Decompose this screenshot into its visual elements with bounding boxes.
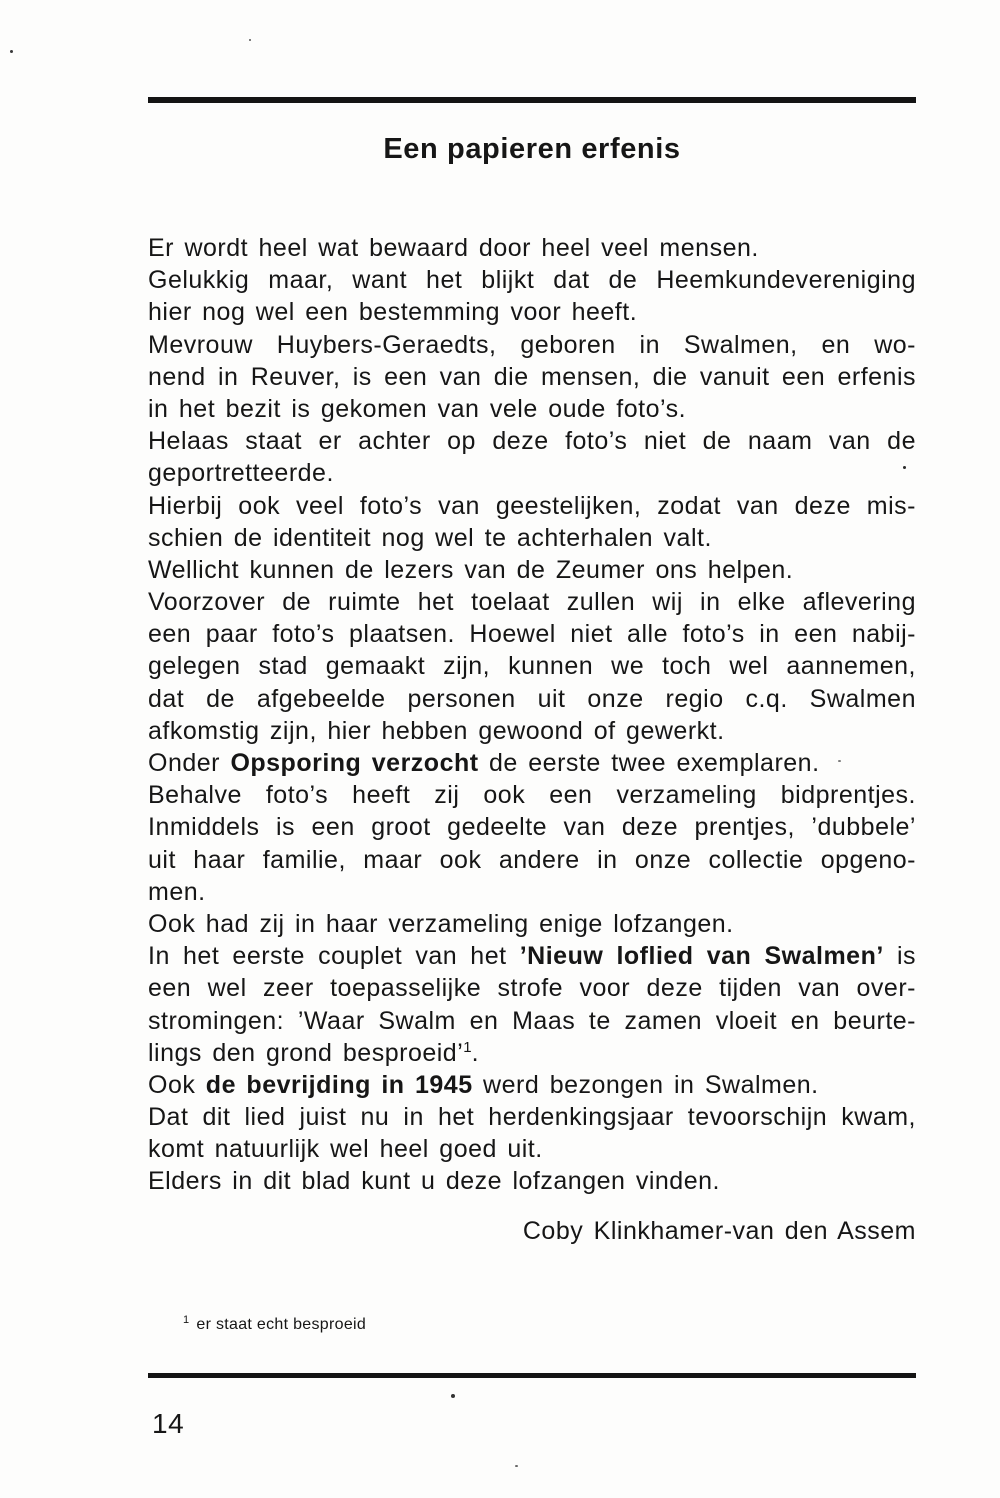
bottom-rule <box>148 1373 916 1378</box>
body-segment: Ook <box>148 1070 206 1099</box>
scan-speck <box>10 50 13 53</box>
scan-speck <box>515 1465 518 1467</box>
body-text <box>148 232 916 1198</box>
body-line <box>148 650 916 682</box>
body-line <box>148 393 916 425</box>
body-segment: dat de afgebeelde personen uit onze regio c.q. Swalmen <box>148 684 916 713</box>
body-line <box>148 618 916 650</box>
body-line <box>148 940 916 972</box>
body-line <box>148 1005 916 1037</box>
body-segment: ’Nieuw loflied van Swalmen’ <box>519 942 884 971</box>
body-segment: de bevrijding in 1945 <box>205 1070 473 1099</box>
body-segment: Opsporing verzocht <box>230 749 479 777</box>
body-segment: nend in Reuver, is een van die mensen, die vanuit een erfenis <box>148 362 916 391</box>
body-segment: stromingen: ’Waar Swalm en Maas te zamen vloeit en beurte- <box>148 1006 916 1035</box>
body-line <box>148 876 916 908</box>
body-segment: Helaas staat er achter op deze foto’s niet de naam van de <box>148 427 916 456</box>
page-number: 14 <box>152 1408 185 1439</box>
body-segment: Onder <box>148 749 231 777</box>
body-segment: gelegen stad gemaakt zijn, kunnen we toch wel aannemen, <box>148 652 916 681</box>
body-line <box>148 1101 916 1133</box>
scan-speck <box>451 1394 455 1398</box>
body-segment: schien de identiteit nog wel te achterhalen valt. <box>148 523 712 552</box>
body-segment: Mevrouw Huybers-Geraedts, geboren in Swalmen, en wo- <box>148 330 916 359</box>
body-segment: In het eerste couplet van het <box>148 942 520 971</box>
body-segment: lings den grond besproeid’ <box>148 1038 464 1067</box>
body-line <box>148 747 916 779</box>
body-segment: Dat dit lied juist nu in het herdenkingsjaar tevoorschijn kwam, <box>148 1103 916 1132</box>
body-segment: men. <box>148 877 206 906</box>
footnote <box>183 1316 366 1334</box>
body-segment: de eerste twee exemplaren. <box>478 749 820 777</box>
body-segment: Elders in dit blad kunt u deze lofzangen vinden. <box>148 1167 720 1196</box>
body-line <box>148 844 916 876</box>
body-line <box>148 457 916 489</box>
scan-speck <box>249 39 251 41</box>
body-line <box>148 425 916 457</box>
body-segment: Ook had zij in haar verzameling enige lofzangen. <box>148 909 734 938</box>
body-line <box>148 1133 916 1165</box>
body-segment: Hierbij ook veel foto’s van geestelijken, zodat van deze mis- <box>148 491 916 520</box>
body-line <box>148 554 916 586</box>
body-line <box>148 361 916 393</box>
body-line <box>148 715 916 747</box>
body-line <box>148 811 916 843</box>
body-segment: werd bezongen in Swalmen. <box>472 1070 819 1099</box>
footnote-reference: 1 <box>463 1038 472 1056</box>
footnote-marker: 1 <box>183 1314 190 1326</box>
body-line <box>148 522 916 554</box>
scan-speck <box>903 466 906 469</box>
top-rule <box>148 97 916 103</box>
body-segment: uit haar familie, maar ook andere in onze collectie opgeno- <box>148 845 916 874</box>
body-segment: Inmiddels is een groot gedeelte van deze prentjes, ’dubbele’ <box>148 813 916 842</box>
body-segment: Er wordt heel wat bewaard door heel veel mensen. <box>148 234 759 262</box>
body-segment: afkomstig zijn, hier hebben gewoond of gewerkt. <box>148 716 725 745</box>
body-segment: geportretteerde. <box>148 459 334 488</box>
body-segment: is <box>883 942 917 971</box>
scan-speck <box>838 760 841 762</box>
body-segment: Gelukkig maar, want het blijkt dat de Heemkundevereniging <box>148 266 916 295</box>
body-line <box>148 329 916 361</box>
body-line <box>148 1165 916 1197</box>
body-segment: in het bezit is gekomen van vele oude foto’s. <box>148 394 687 423</box>
body-segment: Wellicht kunnen de lezers van de Zeumer ons helpen. <box>148 555 794 584</box>
body-segment: Voorzover de ruimte het toelaat zullen wij in elke aflevering <box>148 588 916 617</box>
body-segment: Behalve foto’s heeft zij ook een verzameling bidprentjes. <box>148 781 916 810</box>
page-title: Een papieren erfenis <box>383 133 681 165</box>
body-line <box>148 490 916 522</box>
body-line <box>148 264 916 296</box>
body-segment: een paar foto’s plaatsen. Hoewel niet alle foto’s in een nabij- <box>148 620 916 649</box>
body-line <box>148 232 916 264</box>
footnote-text: er staat echt besproeid <box>196 1316 367 1333</box>
body-line <box>148 1069 916 1101</box>
body-segment: een wel zeer toepasselijke strofe voor deze tijden van over- <box>148 974 916 1003</box>
body-line <box>148 779 916 811</box>
body-line <box>148 683 916 715</box>
body-line <box>148 296 916 328</box>
body-segment: hier nog wel een bestemming voor heeft. <box>148 298 638 327</box>
body-line <box>148 586 916 618</box>
body-segment: komt natuurlijk wel heel goed uit. <box>148 1135 543 1164</box>
body-line <box>148 908 916 940</box>
body-line <box>148 972 916 1004</box>
body-segment: . <box>471 1038 480 1067</box>
body-line <box>148 1037 916 1069</box>
author-signature: Coby Klinkhamer-van den Assem <box>522 1217 916 1245</box>
